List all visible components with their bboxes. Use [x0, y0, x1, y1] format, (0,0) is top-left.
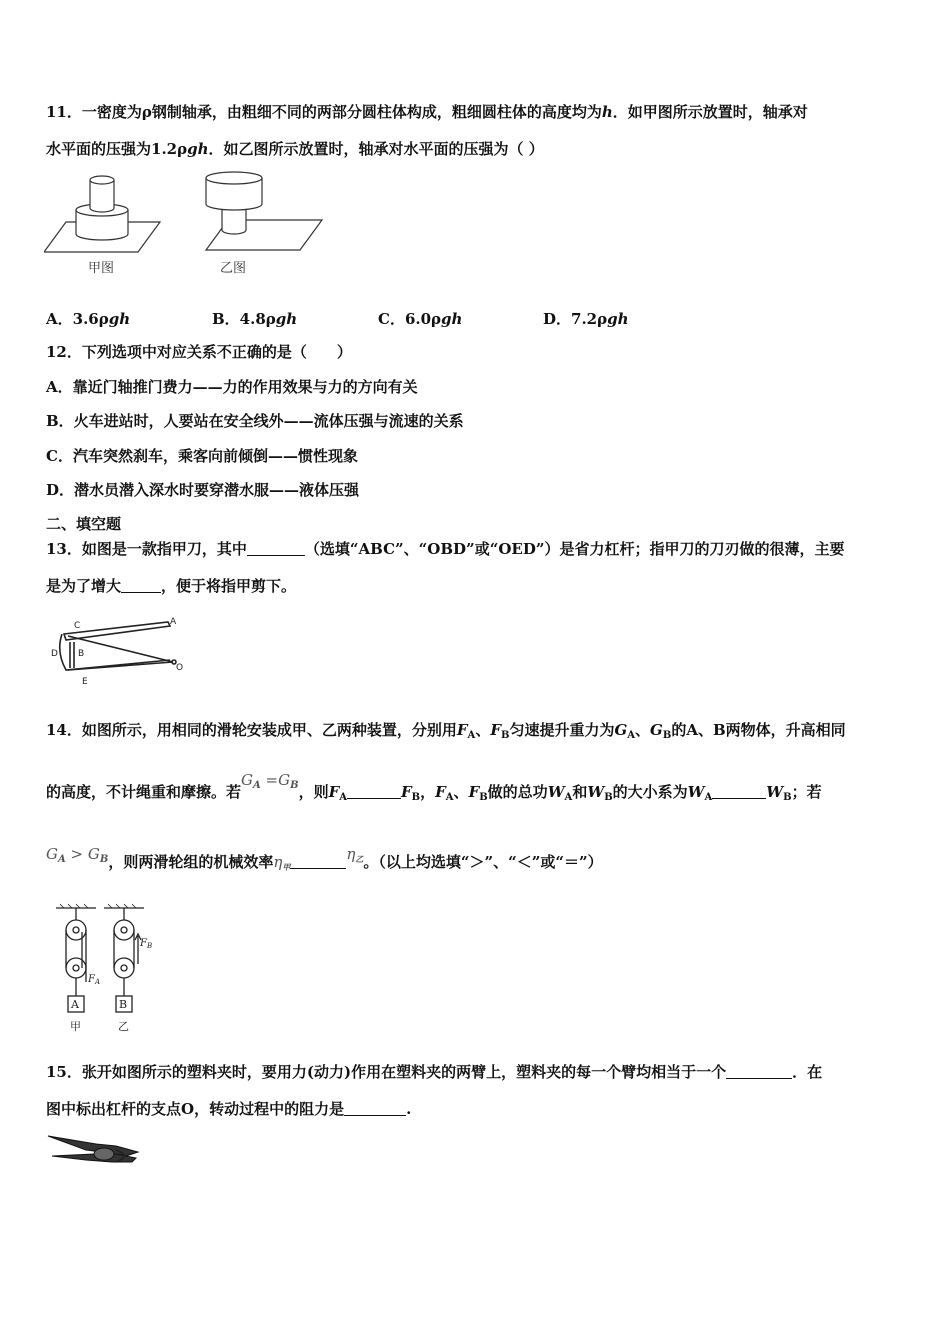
- q12-option-a[interactable]: A．靠近门轴推门费力——力的作用效果与力的方向有关: [46, 378, 418, 396]
- q12-stem: 12．下列选项中对应关系不正确的是（ ）: [46, 343, 352, 361]
- q14-formula-eq: $G_A =G_B$: [241, 771, 299, 791]
- q13-label-o: O: [176, 663, 184, 673]
- q14-fig-label-b: 乙: [118, 1020, 129, 1033]
- q13-line1: 13．如图是一款指甲刀，其中 （选填“ABC”、“OBD”或“OED”）是省力杠杆；指甲刀的刀刃做的很薄，主要: [46, 540, 845, 558]
- q11-option-d[interactable]: D．7.2ρgh: [543, 310, 629, 328]
- q14-line1: 14．如图所示，用相同的滑轮安装成甲、乙两种装置，分别用$F_A$、$F_B$匀速提升重力为$G_A$、$G_B$的A、B两物体，升高相同: [46, 721, 846, 741]
- q14-blank-3[interactable]: [290, 854, 346, 869]
- q13-label-a: A: [170, 617, 177, 627]
- q12-option-d[interactable]: D．潜水员潜入深水时要穿潜水服——液体压强: [46, 481, 360, 499]
- q12-option-c[interactable]: C．汽车突然刹车，乘客向前倾倒——惯性现象: [46, 447, 358, 465]
- q12-option-b[interactable]: B．火车进站时，人要站在安全线外——流体压强与流速的关系: [46, 412, 464, 430]
- q11-option-a[interactable]: A．3.6ρgh: [46, 310, 131, 328]
- q14-fig-fb: $F_B$: [140, 938, 153, 950]
- q13-blank-2[interactable]: [121, 578, 161, 593]
- q11-fig-label-b: 乙图: [220, 261, 247, 276]
- q11-option-b[interactable]: B．4.8ρgh: [212, 310, 298, 328]
- q15-blank-1[interactable]: [726, 1064, 792, 1079]
- q11-option-c[interactable]: C．6.0ρgh: [378, 310, 463, 328]
- q13-label-e: E: [82, 677, 88, 687]
- q15-line1: 15．张开如图所示的塑料夹时，要用力(动力)作用在塑料夹的两臂上，塑料夹的每一个臂均相当于一个 ．在: [46, 1063, 823, 1081]
- q14-eta-yi: $\eta_乙$: [346, 845, 364, 864]
- q13-label-c: C: [74, 621, 81, 631]
- q14-fig-label-a: 甲: [70, 1020, 81, 1033]
- q13-label-b: B: [78, 649, 85, 659]
- q15-plastic-clip-figure: [46, 1130, 142, 1172]
- q13-blank-1[interactable]: [247, 541, 305, 556]
- q13-nail-clipper-figure: [48, 612, 198, 690]
- q14-fig-box-b: B: [119, 998, 128, 1011]
- q14-line3: $G_A > G_B$，则两滑轮组的机械效率$\eta_甲\eta_乙$。（以上均选填“＞”、“＜”或“＝”）: [46, 845, 603, 872]
- q14-eta-jia: $\eta_甲$: [273, 853, 291, 872]
- q15-line2: 图中标出杠杆的支点O，转动过程中的阻力是 .: [46, 1100, 412, 1118]
- q14-blank-1[interactable]: [347, 784, 401, 799]
- q15-blank-2[interactable]: [344, 1101, 406, 1116]
- q14-formula-gt: $G_A > G_B$: [46, 845, 109, 865]
- q14-pulley-figure: [52, 902, 162, 1038]
- q13-line2: 是为了增大 ，便于将指甲剪下。: [46, 577, 297, 595]
- q11-fig-label-a: 甲图: [88, 261, 115, 276]
- q13-label-d: D: [51, 649, 58, 659]
- section-title: 二、填空题: [46, 515, 122, 533]
- q14-fig-box-a: A: [71, 998, 79, 1011]
- q11-line1: 11．一密度为ρ钢制轴承，由粗细不同的两部分圆柱体构成，粗细圆柱体的高度均为h．如甲图所示放置时，轴承对: [46, 103, 808, 121]
- q11-line2: 水平面的压强为1.2ρgh．如乙图所示放置时，轴承对水平面的压强为（ ）: [46, 140, 544, 158]
- q14-fig-fa: $F_A$: [88, 974, 101, 986]
- q14-line2: 的高度，不计绳重和摩擦。若$G_A =G_B$，则$F_A$ $F_B$，$F_A$、$F_B$做的总功$W_A$和$W_B$的大小系为$W_A$ $W_B$；若: [46, 771, 822, 803]
- q11-bearing-figure: [44, 170, 364, 282]
- q14-blank-2[interactable]: [712, 784, 766, 799]
